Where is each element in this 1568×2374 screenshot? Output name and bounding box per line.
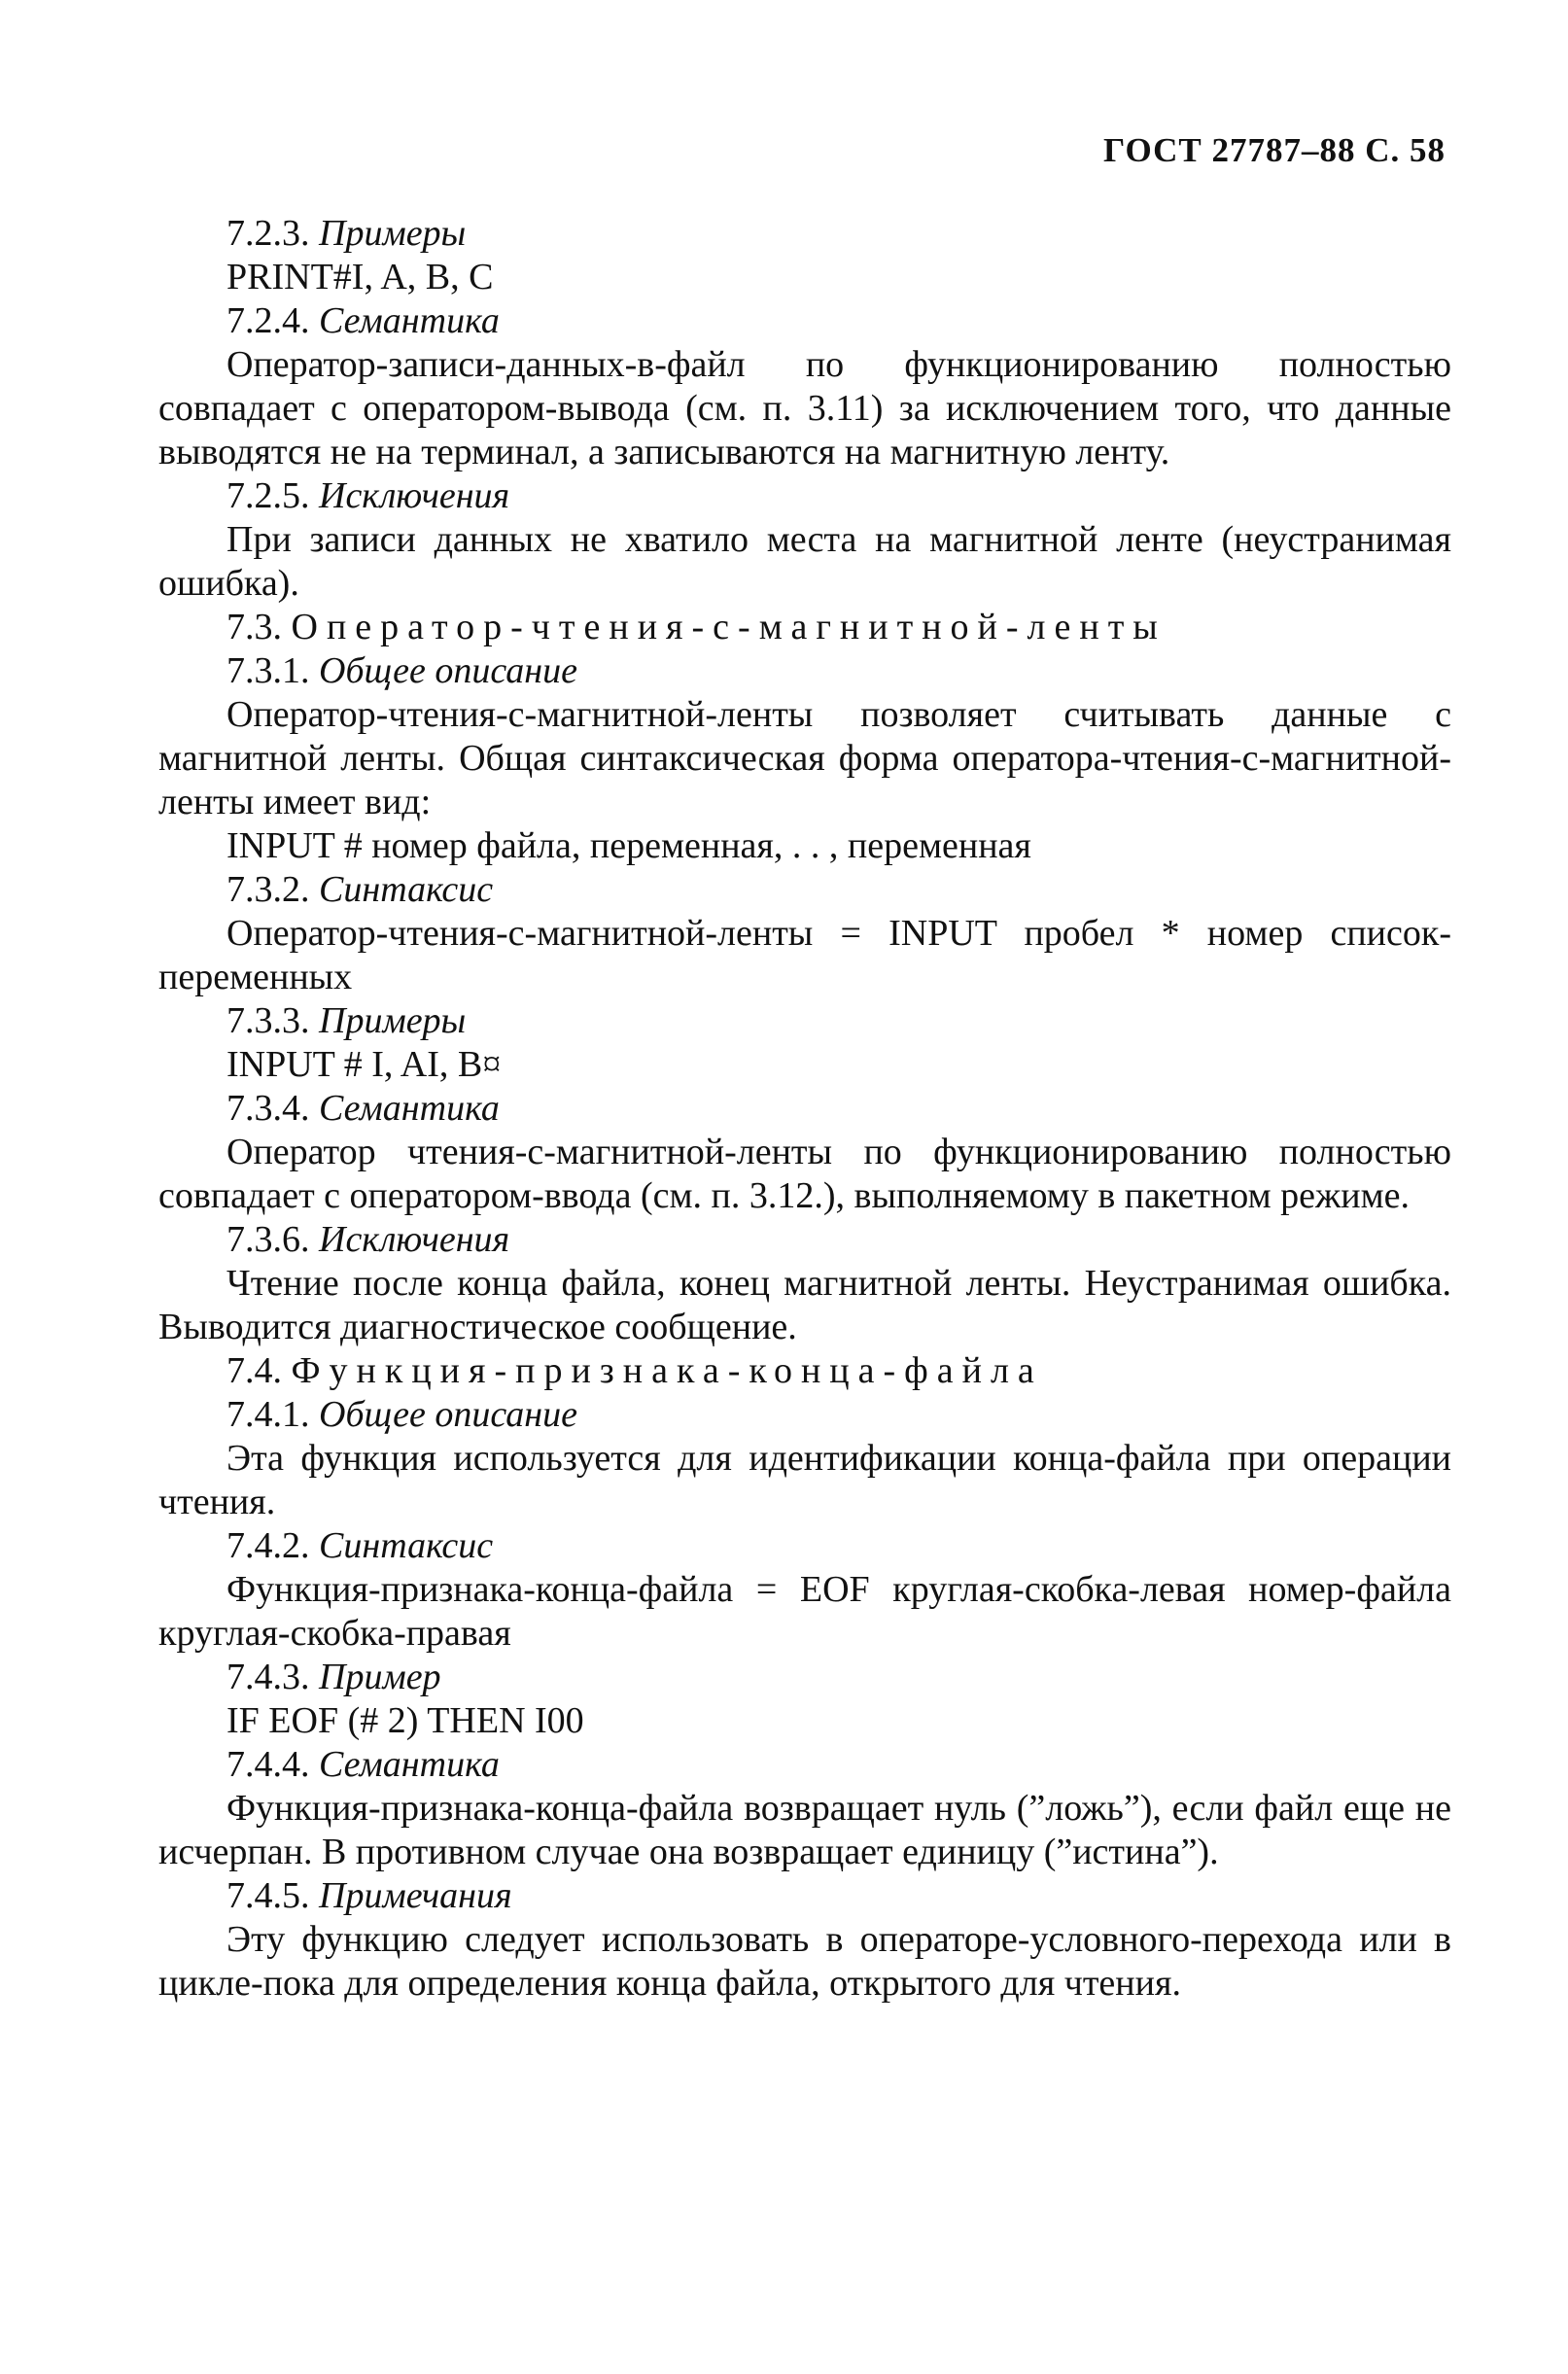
section-heading: 7.4. Функция-признака-конца-файла — [226, 1350, 1043, 1391]
paragraph: Эта функция используется для идентификации конца-файла при операции чтения. — [158, 1438, 1451, 1522]
subsection-heading: 7.3.2. Синтаксис — [226, 869, 494, 910]
subsection-heading: 7.3.6. Исключения — [226, 1219, 510, 1260]
code-example: INPUT # I, AI, B¤ — [226, 1044, 502, 1085]
subsection-heading: 7.4.5. Примечания — [226, 1875, 512, 1916]
subsection-heading: 7.4.4. Семантика — [226, 1744, 500, 1785]
paragraph: Чтение после конца файла, конец магнитной ленты. Неустранимая ошибка. Выводится диагностическое сообщение. — [158, 1263, 1451, 1347]
subsection-heading: 7.2.4. Семантика — [226, 300, 500, 341]
subsection-heading: 7.2.5. Исключения — [226, 475, 510, 516]
page-header: ГОСТ 27787–88 С. 58 — [1103, 131, 1446, 169]
paragraph: Оператор чтения-с-магнитной-ленты по функционированию полностью совпадает с оператором-ввода (см. п. 3.12.), выполняемому в пакетном режиме. — [158, 1132, 1451, 1216]
subsection-heading: 7.3.1. Общее описание — [226, 650, 578, 691]
page-content — [158, 212, 1451, 2006]
paragraph: Оператор-чтения-с-магнитной-ленты позволяет считывать данные с магнитной ленты. Общая синтаксическая форма оператора-чтения-с-магнитной-ленты имеет вид: — [158, 694, 1451, 822]
paragraph: Функция-признака-конца-файла = EOF круглая-скобка-левая номер-файла круглая-скобка-правая — [158, 1569, 1451, 1654]
subsection-heading: 7.3.4. Семантика — [226, 1088, 500, 1129]
subsection-heading: 7.2.3. Примеры — [226, 213, 467, 254]
paragraph: Функция-признака-конца-файла возвращает нуль (”ложь”), если файл еще не исчерпан. В противном случае она возвращает единицу (”истина”). — [158, 1788, 1451, 1872]
paragraph: Эту функцию следует использовать в операторе-условного-перехода или в цикле-пока для определения конца файла, открытого для чтения. — [158, 1919, 1451, 2004]
subsection-heading: 7.4.1. Общее описание — [226, 1394, 578, 1435]
code-example: INPUT # номер файла, переменная, . . , переменная — [226, 825, 1031, 866]
paragraph: При записи данных не хватило места на магнитной ленте (неустранимая ошибка). — [158, 519, 1451, 604]
paragraph: Оператор-записи-данных-в-файл по функционированию полностью совпадает с оператором-вывода (см. п. 3.11) за исключением того, что данные выводятся не на терминал, а записываются на магнитную ленту. — [158, 344, 1451, 472]
paragraph: Оператор-чтения-с-магнитной-ленты = INPUT пробел * номер список-переменных — [158, 913, 1451, 997]
code-example: IF EOF (# 2) THEN I00 — [226, 1700, 584, 1741]
section-heading: 7.3. Оператор-чтения-с-магнитной-ленты — [226, 607, 1167, 647]
subsection-heading: 7.4.3. Пример — [226, 1657, 441, 1697]
subsection-heading: 7.3.3. Примеры — [226, 1000, 467, 1041]
subsection-heading: 7.4.2. Синтаксис — [226, 1525, 494, 1566]
code-example: PRINT#I, A, B, C — [226, 257, 494, 297]
